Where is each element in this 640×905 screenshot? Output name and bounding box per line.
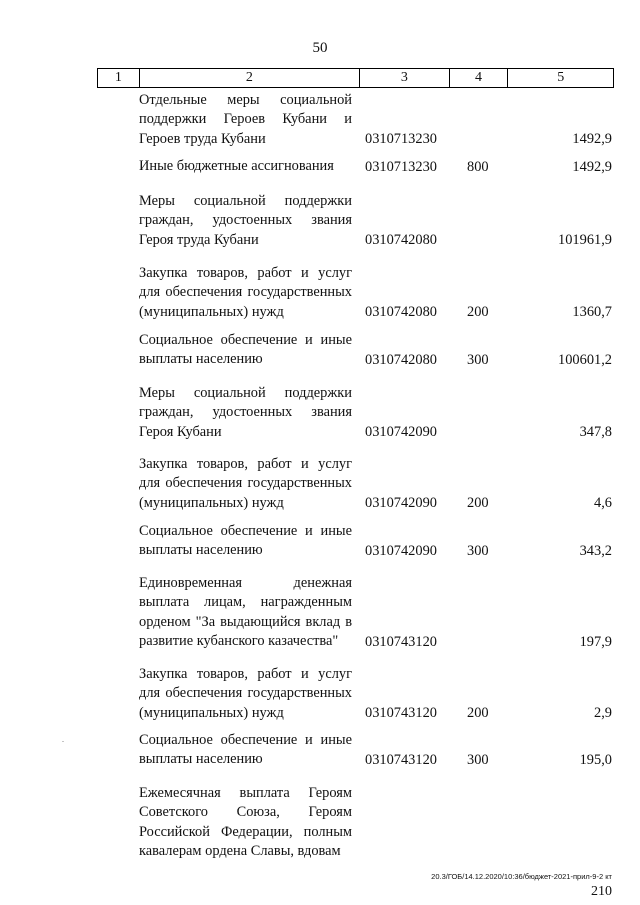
table-row [0, 157, 640, 177]
table-row [0, 384, 640, 442]
table-row [0, 731, 640, 770]
row-name: Закупка товаров, работ и услуг для обеспечения государственных (муниципальных) нужд [139, 265, 352, 320]
row-name: Социальное обеспечение и иные выплаты населению [139, 732, 352, 768]
header-col-4: 4 [450, 69, 509, 87]
row-amount: 347,8 [579, 423, 612, 440]
row-code: 0310742090 [365, 542, 437, 559]
table-row [0, 264, 640, 322]
row-name: Социальное обеспечение и иные выплаты населению [139, 332, 352, 368]
sheet-number: 210 [591, 884, 612, 899]
row-code: 0310743120 [365, 704, 437, 721]
table-row [0, 574, 640, 652]
row-type: 800 [467, 158, 489, 175]
row-name: Отдельные меры социальной поддержки Героев Кубани и Героев труда Кубани [139, 92, 352, 147]
row-code: 0310742090 [365, 494, 437, 511]
table-row [0, 522, 640, 561]
header-col-2: 2 [140, 69, 360, 87]
row-type: 300 [467, 351, 489, 368]
row-type: 300 [467, 542, 489, 559]
row-name: Иные бюджетные ассигнования [139, 158, 334, 174]
row-code: 0310713230 [365, 158, 437, 175]
header-col-3: 3 [360, 69, 450, 87]
row-code: 0310742080 [365, 351, 437, 368]
table-header [97, 68, 614, 88]
row-name: Меры социальной поддержки граждан, удостоенных звания Героя труда Кубани [139, 193, 352, 248]
header-col-5: 5 [557, 70, 565, 85]
row-code: 0310743120 [365, 633, 437, 650]
row-code: 0310742080 [365, 303, 437, 320]
row-amount: 101961,9 [558, 231, 612, 248]
row-type: 200 [467, 704, 489, 721]
row-code: 0310742090 [365, 423, 437, 440]
header-col-1: 1 [98, 69, 140, 87]
row-name: Закупка товаров, работ и услуг для обеспечения государственных (муниципальных) нужд [139, 666, 352, 721]
row-code: 0310713230 [365, 130, 437, 147]
footer-code: 20.3/ГОБ/14.12.2020/10:36/бюджет-2021-прил-9-2 кт [431, 872, 612, 881]
table-row [0, 331, 640, 370]
table-row [0, 91, 640, 149]
table-row [0, 665, 640, 723]
row-amount: 1492,9 [572, 130, 612, 147]
row-type: 200 [467, 494, 489, 511]
row-amount: 1492,9 [572, 158, 612, 175]
row-amount: 343,2 [579, 542, 612, 559]
row-code: 0310743120 [365, 751, 437, 768]
row-amount: 100601,2 [558, 351, 612, 368]
row-amount: 1360,7 [572, 303, 612, 320]
row-amount: 2,9 [594, 704, 612, 721]
row-code: 0310742080 [365, 231, 437, 248]
row-name: Социальное обеспечение и иные выплаты населению [139, 523, 352, 559]
row-name: Ежемесячная выплата Героям Советского Союза, Героям Российской Федерации, полным кавалерам ордена Славы, вдовам [139, 785, 352, 860]
row-type: 300 [467, 751, 489, 768]
table-row [0, 455, 640, 513]
table-row [0, 784, 640, 862]
page-number: 50 [312, 40, 328, 56]
row-amount: 197,9 [579, 633, 612, 650]
row-amount: 4,6 [594, 494, 612, 511]
row-amount: 195,0 [579, 751, 612, 768]
margin-mark: . [62, 735, 64, 744]
table-row [0, 192, 640, 250]
row-type: 200 [467, 303, 489, 320]
row-name: Закупка товаров, работ и услуг для обеспечения государственных (муниципальных) нужд [139, 456, 352, 511]
row-name: Единовременная денежная выплата лицам, награжденным орденом "За выдающийся вклад в развитие кубанского казачества" [139, 575, 352, 650]
row-name: Меры социальной поддержки граждан, удостоенных звания Героя Кубани [139, 385, 352, 440]
